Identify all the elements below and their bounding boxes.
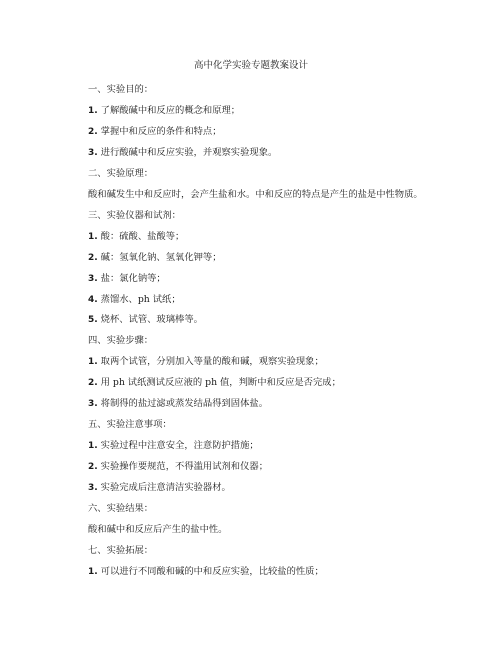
line-number: 5. xyxy=(88,315,98,325)
line-number: 3. xyxy=(88,148,98,158)
line-text: 碱：氢氧化钠、氢氧化钾等； xyxy=(97,252,222,263)
document-line xyxy=(88,146,277,160)
line-text: 了解酸碱中和反应的概念和原理； xyxy=(97,105,241,116)
line-number: 3. xyxy=(88,399,98,409)
line-text: 实验操作要规范，不得滥用试剂和仪器； xyxy=(97,461,268,472)
document-line xyxy=(88,481,231,495)
line-text: 用 ph 试纸测试反应液的 ph 值，判断中和反应是否完成； xyxy=(97,377,341,388)
document-line xyxy=(88,460,268,474)
document-line xyxy=(88,251,222,265)
document-line xyxy=(88,355,324,369)
document-line xyxy=(88,125,222,139)
document-line xyxy=(88,544,153,558)
line-text: 将制得的盐过滤或蒸发结晶得到固体盐。 xyxy=(97,398,268,409)
line-text: 酸：硫酸、盐酸等； xyxy=(97,231,185,242)
line-text: 酸和碱发生中和反应时，会产生盐和水。中和反应的特点是产生的盐是中性物质。 xyxy=(88,189,423,200)
line-text: 取两个试管，分别加入等量的酸和碱，观察实验现象； xyxy=(97,356,324,367)
document-line xyxy=(88,397,268,411)
line-text: 进行酸碱中和反应实验，并观察实验现象。 xyxy=(97,147,278,158)
line-text: 烧杯、试管、玻璃棒等。 xyxy=(97,314,203,325)
line-text: 掌握中和反应的条件和特点； xyxy=(97,126,222,137)
line-text: 四、实验步骤： xyxy=(88,335,154,346)
line-text: 蒸馏水、ph 试纸； xyxy=(97,294,181,305)
line-text: 实验过程中注意安全，注意防护措施； xyxy=(97,440,259,451)
document-line xyxy=(88,565,324,579)
line-number: 2. xyxy=(88,253,98,263)
line-number: 2. xyxy=(88,462,98,472)
line-number: 1. xyxy=(88,441,98,451)
document-line xyxy=(88,83,153,97)
line-number: 1. xyxy=(88,567,98,577)
document-line xyxy=(88,502,153,516)
line-text: 五、实验注意事项： xyxy=(88,419,172,430)
line-text: 七、实验拓展： xyxy=(88,545,154,556)
line-number: 2. xyxy=(88,378,98,388)
line-number: 3. xyxy=(88,274,98,284)
line-text: 酸和碱中和反应后产生的盐中性。 xyxy=(88,524,228,535)
line-number: 2. xyxy=(88,127,98,137)
line-text: 一、实验目的： xyxy=(88,84,154,95)
document-line xyxy=(88,230,184,244)
line-number: 3. xyxy=(88,483,98,493)
document-line xyxy=(88,376,341,390)
document-line xyxy=(88,313,203,327)
document-title: 高中化学实验专题教案设计 xyxy=(193,60,308,71)
document-line xyxy=(88,439,259,453)
document-line xyxy=(88,188,423,202)
line-text: 盐：氯化钠等； xyxy=(97,273,166,284)
line-text: 二、实验原理： xyxy=(88,168,154,179)
document-line xyxy=(88,293,181,307)
line-number: 1. xyxy=(88,232,98,242)
document-line xyxy=(88,167,153,181)
document-line xyxy=(88,418,172,432)
line-number: 1. xyxy=(88,106,98,116)
document-line xyxy=(88,272,166,286)
document-line xyxy=(88,523,227,537)
line-text: 六、实验结果： xyxy=(88,503,154,514)
line-text: 可以进行不同酸和碱的中和反应实验，比较盐的性质； xyxy=(97,566,324,577)
document-line xyxy=(88,104,240,118)
line-number: 4. xyxy=(88,295,98,305)
document-line xyxy=(88,334,153,348)
line-text: 实验完成后注意清洁实验器材。 xyxy=(97,482,231,493)
line-text: 三、实验仪器和试剂： xyxy=(88,210,181,221)
document-line xyxy=(88,209,181,223)
line-number: 1. xyxy=(88,357,98,367)
